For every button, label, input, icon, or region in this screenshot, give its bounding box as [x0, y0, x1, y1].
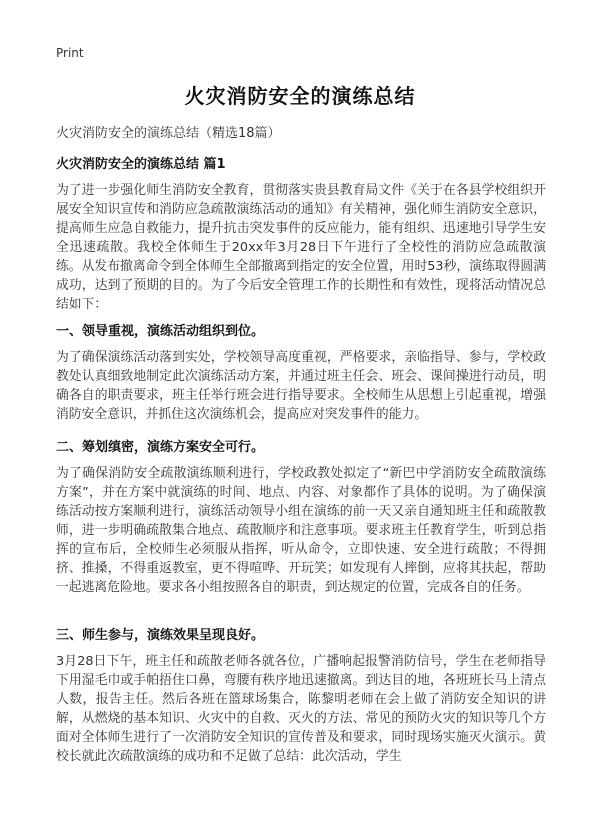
section-heading-2: 二、筹划缜密，演练方案安全可行。 — [56, 440, 265, 455]
document-title: 火灾消防安全的演练总结 — [184, 84, 416, 108]
section-heading-1: 一、领导重视，演练活动组织到位。 — [56, 324, 265, 339]
document-subtitle: 火灾消防安全的演练总结（精选18篇） — [56, 126, 281, 141]
paragraph-section-3: 3月28日下午，班主任和疏散老师各就各位，广播响起报警消防信号，学生在老师指导下用湿毛巾或手帕捂住口鼻，弯腰有秩序地迅速撤离。到达目的地，各班班长马上清点人数，报告主任。然后各班在篮球场集合，陈黎明老师在会上做了消防安全知识的讲解，从燃烧的基本知识、火灾中的自救、灭火的方法、常见的预防火灾的知识等几个方面对全体师生进行了一次消防安全知识的宣传普及和要求，同时现场实施灭火演示。黄校长就此次疏散演练的成功和不足做了总结：此次活动，学生 — [56, 654, 546, 764]
paragraph-section-2: 为了确保消防安全疏散演练顺利进行，学校政教处拟定了“新巴中学消防安全疏散演练方案”，并在方案中就演练的时间、地点、内容、对象都作了具体的说明。为了确保演练活动按方案顺利进行，演练活动领导小组在演练的前一天又亲自通知班主任和疏散教师，进一步明确疏散集合地点、疏散顺序和注意事项。要求班主任教育学生，听到总指挥的宣布后，全校师生必须服从指挥，听从命令，立即快速、安全进行疏散；不得拥挤、推搡，不得重返教室，更不得喧哗、开玩笑；如发现有人摔倒，应将其扶起，帮助一起逃离危险地。要求各小组按照各自的职责，到达规定的位置，完成各自的任务。 — [56, 466, 546, 595]
print-link[interactable]: Print — [56, 46, 84, 60]
section-heading-3: 三、师生参与，演练效果呈现良好。 — [56, 628, 265, 643]
paragraph-intro: 为了进一步强化师生消防安全教育，贯彻落实贵县教育局文件《关于在各县学校组织开展安全知识宣传和消防应急疏散演练活动的通知》有关精神，强化师生消防安全意识，提高师生应急自救能力，提升抗击突发事件的反应能力，能有组织、迅速地引导学生安全迅速疏散。我校全体师生于20xx年3月28日下午进行了全校性的消防应急疏散演练。从发布撤离命令到全体师生全部撤离到指定的安全位置，用时53秒，演练取得圆满成功，达到了预期的目的。为了今后安全管理工作的长期性和有效性，现将活动情况总结如下： — [56, 183, 546, 312]
paragraph-section-1: 为了确保演练活动落到实处，学校领导高度重视，严格要求，亲临指导、参与，学校政教处认真细致地制定此次演练活动方案，并通过班主任会、班会、课间操进行动员，明确各自的职责要求，班主任举行班会进行指导要求。全校师生从思想上引起重视，增强消防安全意识，并抓住这次演练机会，提高应对突发事件的能力。 — [56, 350, 546, 422]
article-heading: 火灾消防安全的演练总结 篇1 — [56, 157, 226, 172]
